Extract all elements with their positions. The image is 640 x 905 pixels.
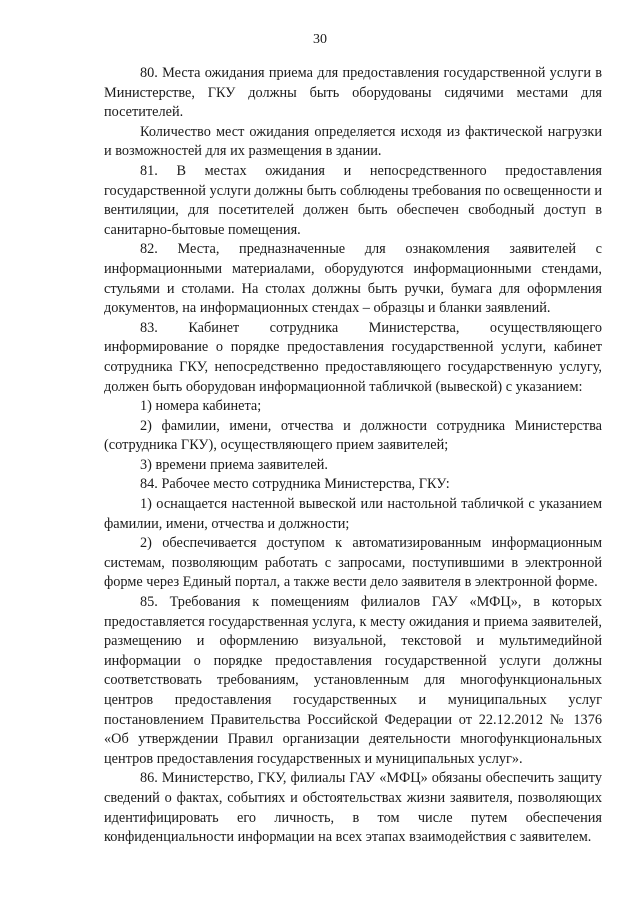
page-number: 30 [313,32,327,47]
paragraph-81: 81. В местах ожидания и непосредственного предоставления государственной услуги должны быть соблюдены требования по освещенности и вентиляции, для посетителей должен быть обеспечен свободный доступ в санитарно-бытовые помещения. [104,162,602,238]
list-item-84-2: 2) обеспечивается доступом к автоматизированным информационным системам, позволяющим работать с запросами, поступившими в электронной форме через Единый портал, а также вести дело заявителя в электронной форме. [104,535,602,591]
paragraph-84: 84. Рабочее место сотрудника Министерства, ГКУ: [140,476,450,493]
list-item-83-3: 3) времени приема заявителей. [140,456,328,473]
paragraph-80-seating-count: Количество мест ожидания определяется исходя из фактической нагрузки и возможностей для их размещения в здании. [104,123,602,160]
document-body [104,64,602,848]
paragraph-85: 85. Требования к помещениям филиалов ГАУ «МФЦ», в которых предоставляется государственная услуга, к месту ожидания и приема заявителей, размещению и оформлению визуальной, текстовой и мультимедийной информации о порядке предоставления государственной услуги должны соответствовать требованиям, установленным для многофункциональных центров предоставления государственных и муниципальных услуг постановлением Правительства Российской Федерации от 22.12.2012 № 1376 «Об утверждении Правил организации деятельности многофункциональных центров предоставления государственных и муниципальных услуг». [104,594,602,767]
paragraph-80: 80. Места ожидания приема для предоставления государственной услуги в Министерстве, ГКУ должны быть оборудованы сидячими местами для посетителей. [104,65,602,121]
list-item-84-1: 1) оснащается настенной вывеской или настольной табличкой с указанием фамилии, имени, отчества и должности; [104,496,602,532]
paragraph-86: 86. Министерство, ГКУ, филиалы ГАУ «МФЦ» обязаны обеспечить защиту сведений о фактах, событиях и обстоятельствах жизни заявителя, позволяющих идентифицировать его личность, в том числе путем обеспечения конфиденциальности информации на всех этапах взаимодействия с заявителем. [104,770,602,846]
paragraph-83: 83. Кабинет сотрудника Министерства, осуществляющего информирование о порядке предоставления государственной услуги, кабинет сотрудника ГКУ, непосредственно предоставляющего государственную услугу, должен быть оборудован информационной табличкой (вывеской) с указанием: [104,319,602,395]
list-item-83-1: 1) номера кабинета; [140,398,262,415]
paragraph-82: 82. Места, предназначенные для ознакомления заявителей с информационными материалами, оборудуются информационными стендами, стульями и столами. На столах должны быть ручки, бумага для оформления документов, на информационных стендах – образцы и бланки заявлений. [104,241,602,317]
list-item-83-2: 2) фамилии, имени, отчества и должности сотрудника Министерства (сотрудника ГКУ), осуществляющего прием заявителей; [104,417,602,454]
